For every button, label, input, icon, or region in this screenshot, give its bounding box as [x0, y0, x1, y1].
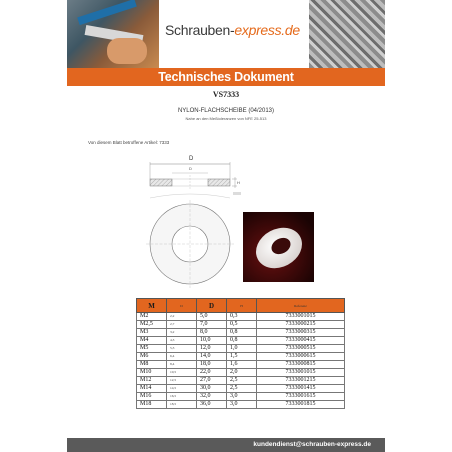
cell-d: 8,4 — [167, 361, 197, 369]
cell-h: 1,0 — [227, 345, 257, 353]
cell-D: 27,0 — [197, 377, 227, 385]
cell-D: 14,0 — [197, 353, 227, 361]
footer-email-link[interactable]: kundendienst@schrauben-express.de — [253, 441, 371, 448]
cell-d: 5,3 — [167, 345, 197, 353]
logo-accent: express.de — [234, 22, 300, 38]
table-row — [137, 337, 345, 345]
cell-h: 0,8 — [227, 329, 257, 337]
table-header-row — [137, 299, 345, 313]
banner-title: Technisches Dokument — [158, 70, 294, 84]
cell-h: 1,5 — [227, 353, 257, 361]
cell-reference: 7333001615 — [257, 393, 345, 401]
cell-m: M5 — [137, 345, 167, 353]
cell-h: 3,0 — [227, 401, 257, 409]
cell-reference: 7333000315 — [257, 329, 345, 337]
table-row — [137, 321, 345, 329]
cell-D: 18,0 — [197, 361, 227, 369]
cell-d: 14,5 — [167, 385, 197, 393]
table-row — [137, 377, 345, 385]
dimension-D-label: D — [189, 156, 194, 162]
cell-D: 7,0 — [197, 321, 227, 329]
cell-reference: 7333000515 — [257, 345, 345, 353]
washer-photo — [243, 212, 314, 282]
table-row — [137, 393, 345, 401]
cell-m: M3 — [137, 329, 167, 337]
cell-d: 6,4 — [167, 353, 197, 361]
logo-main: Schrauben- — [165, 22, 235, 38]
cell-d: 4,3 — [167, 337, 197, 345]
cell-m: M10 — [137, 369, 167, 377]
header-m: M — [137, 299, 167, 313]
cell-m: M18 — [137, 401, 167, 409]
cell-h: 2,5 — [227, 385, 257, 393]
document-subtitle: Nahe an den Meßtoleranzen von NFE 25-513 — [185, 116, 267, 121]
cell-D: 36,0 — [197, 401, 227, 409]
cell-reference: 7333000615 — [257, 353, 345, 361]
cell-d: 10,5 — [167, 369, 197, 377]
cell-m: M8 — [137, 361, 167, 369]
cell-m: M2 — [137, 313, 167, 321]
document-title: NYLON-FLACHSCHEIBE (04/2013) — [177, 108, 275, 114]
tools-photo — [67, 0, 159, 68]
cell-D: 12,0 — [197, 345, 227, 353]
article-note: Von diesem Blatt betroffene Artikel: 7333 — [88, 140, 170, 145]
header-reference: Referenz — [257, 299, 345, 313]
table-row — [137, 385, 345, 393]
table-row — [137, 329, 345, 337]
cell-m: M2,5 — [137, 321, 167, 329]
cell-reference: 7333001415 — [257, 385, 345, 393]
dimension-d-label: D — [189, 166, 192, 171]
cell-reference: 7333001015 — [257, 369, 345, 377]
cell-d: 12,5 — [167, 377, 197, 385]
header-d-small: D — [167, 299, 197, 313]
document-code: VS7333 — [212, 90, 240, 99]
cell-h: 0,5 — [227, 321, 257, 329]
cell-h: 1,6 — [227, 361, 257, 369]
dimensions-table — [136, 298, 345, 409]
cell-D: 8,0 — [197, 329, 227, 337]
cell-reference: 7333001815 — [257, 401, 345, 409]
cell-h: 3,0 — [227, 393, 257, 401]
cell-D: 30,0 — [197, 385, 227, 393]
header-h: H — [227, 299, 257, 313]
cell-d: 2,7 — [167, 321, 197, 329]
cell-m: M12 — [137, 377, 167, 385]
cell-reference: 7333000815 — [257, 361, 345, 369]
cell-m: M14 — [137, 385, 167, 393]
screws-photo — [309, 0, 385, 68]
cell-reference: 7333000215 — [257, 321, 345, 329]
cell-D: 32,0 — [197, 393, 227, 401]
cell-reference: 7333000415 — [257, 337, 345, 345]
dimension-H-label: H — [237, 180, 240, 185]
table-row — [137, 401, 345, 409]
cell-m: M6 — [137, 353, 167, 361]
banner-bar — [67, 68, 385, 86]
footer-bar — [67, 438, 385, 452]
table-row — [137, 361, 345, 369]
cell-m: M16 — [137, 393, 167, 401]
cell-D: 5,0 — [197, 313, 227, 321]
table-row — [137, 353, 345, 361]
cell-m: M4 — [137, 337, 167, 345]
cell-d: 18,5 — [167, 401, 197, 409]
cell-reference: 7333001015 — [257, 313, 345, 321]
cell-D: 10,0 — [197, 337, 227, 345]
table-row — [137, 369, 345, 377]
cell-D: 22,0 — [197, 369, 227, 377]
cell-d: 2,2 — [167, 313, 197, 321]
header-D: D — [197, 299, 227, 313]
cell-reference: 7333001215 — [257, 377, 345, 385]
logo[interactable] — [159, 0, 309, 68]
cell-h: 0,3 — [227, 313, 257, 321]
cell-d: 3,2 — [167, 329, 197, 337]
header-banner — [67, 0, 385, 86]
cell-h: 0,8 — [227, 337, 257, 345]
cell-h: 2,0 — [227, 369, 257, 377]
table-row — [137, 345, 345, 353]
cell-h: 2,5 — [227, 377, 257, 385]
table-row — [137, 313, 345, 321]
cell-d: 16,5 — [167, 393, 197, 401]
